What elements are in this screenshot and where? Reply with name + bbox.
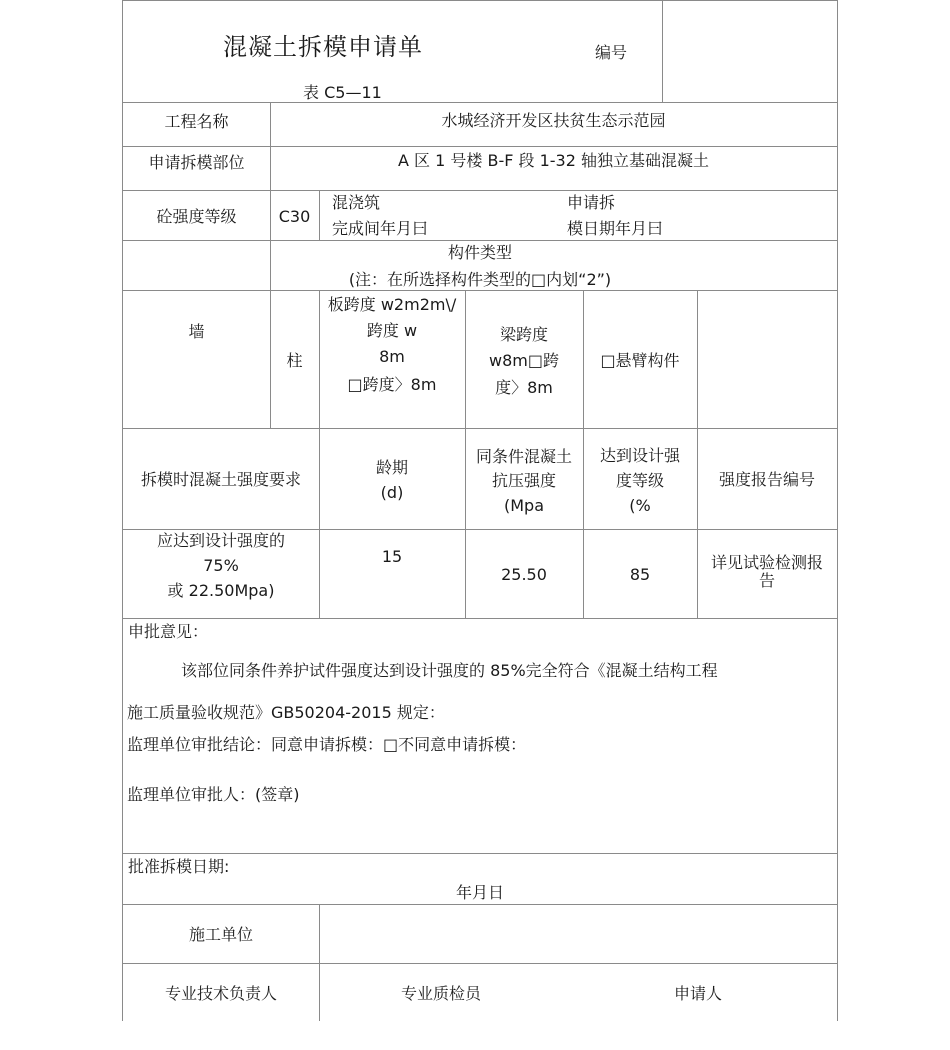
age-header: 龄期 [375,458,408,477]
col-divider [662,1,663,102]
beam-line: 度〉8m [495,378,553,397]
supervisor-approver: 监理单位审批人：(签章) [127,785,300,804]
approval-label: 申批意见： [128,622,209,641]
row-divider [123,428,837,429]
grade-label: 砼强度等级 [156,207,237,226]
col-divider [319,904,320,1021]
required-strength: 75% [203,556,239,575]
grade-value: C30 [278,207,311,226]
requirement-label: 拆模时混凝土强度要求 [140,470,301,489]
part-label: 申请拆模部位 [148,153,245,172]
part-value: A 区 1 号楼 B-F 段 1-32 轴独立基础混凝土 [398,151,709,170]
row-divider [123,904,837,905]
wall-label: 墙 [188,322,205,341]
row-divider [123,102,837,103]
apply-date-line1: 申请拆 [567,193,616,212]
cube-strength-value: 25.50 [501,565,547,584]
ratio-value: 85 [629,565,651,584]
construction-unit-label: 施工单位 [188,925,253,944]
cube-strength-header: 同条件混凝土 [475,447,572,466]
demolition-application-form [122,0,838,1021]
report-number-header: 强度报告编号 [718,470,815,489]
cube-strength-header: (Mpa [503,496,544,515]
row-divider [123,240,837,241]
row-divider [123,290,837,291]
approval-text-line1: 该部位同条件养护试件强度达到设计强度的 85%完全符合《混凝土结构工程 [181,661,718,680]
cantilever-option: □悬臂构件 [600,351,680,370]
applicant-label: 申请人 [673,984,722,1003]
ratio-header: (% [629,496,651,515]
row-divider [123,190,837,191]
row-divider [123,618,837,619]
age-header: (d) [380,483,404,502]
apply-date-line2: 模日期年月曰 [567,219,664,238]
slab-line: 板跨度 w2m2m\/ [327,295,457,314]
required-strength: 或 22.50Mpa) [167,581,275,600]
tech-lead-label: 专业技术负责人 [164,984,277,1003]
row-divider [123,146,837,147]
form-title: 混凝土拆模申请单 [223,33,423,61]
project-name-label: 工程名称 [164,112,229,131]
row-divider [123,853,837,854]
row-divider [123,529,837,530]
pour-time-line1: 混浇筑 [332,193,381,212]
component-note: (注：在所选择构件类型的□内划“2”) [348,270,612,289]
approved-date-label: 批准拆模日期: [128,857,230,876]
report-number-value: 告 [758,571,775,590]
ratio-header: 达到设计强 [599,446,680,465]
age-value: 15 [381,547,403,566]
col-divider [319,190,320,240]
slab-line: 8m [379,347,405,366]
beam-line: w8m□跨 [489,351,559,370]
project-name-value: 水城经济开发区扶贫生态示范园 [441,111,666,130]
report-number-value: 详见试验检测报 [710,553,823,572]
slab-line: 跨度 w [366,321,418,340]
form-code: 表 C5—11 [303,83,382,102]
quality-inspector-label: 专业质检员 [400,984,481,1003]
slab-line: □跨度〉8m [347,375,437,394]
approval-text-line2: 施工质量验收规范》GB50204-2015 规定： [127,703,445,722]
required-strength: 应达到设计强度的 [156,531,285,550]
row-divider [123,963,837,964]
cube-strength-header: 抗压强度 [491,471,556,490]
beam-line: 梁跨度 [499,325,548,344]
supervisor-conclusion: 监理单位审批结论：同意申请拆模：□不同意申请拆模： [127,735,527,754]
approved-date-value: 年月日 [455,883,504,902]
column-label: 柱 [286,351,303,370]
component-heading: 构件类型 [447,243,512,262]
pour-time-line2: 完成间年月曰 [332,219,429,238]
ratio-header: 度等级 [615,471,664,490]
number-label: 编号 [595,43,628,62]
